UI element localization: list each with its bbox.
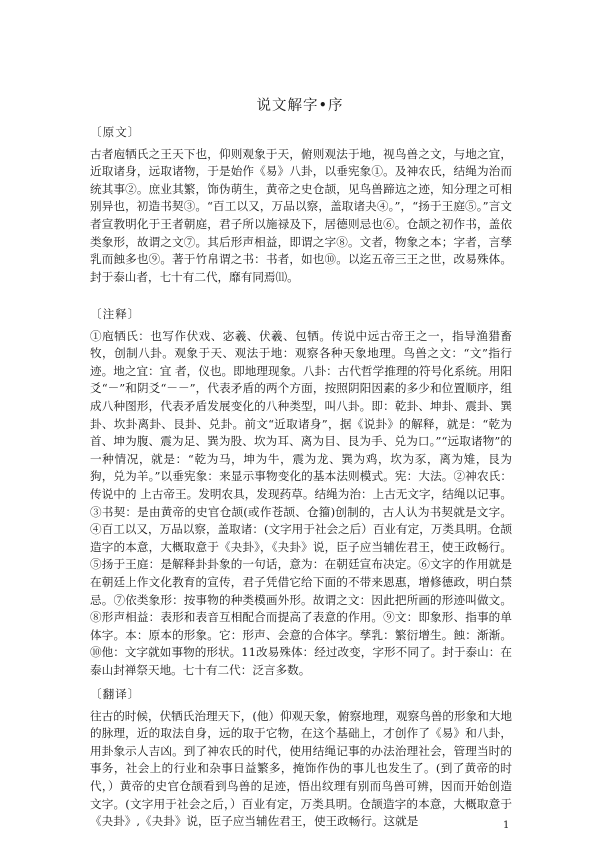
page-number: 1 [503, 820, 510, 831]
original-text-heading: 〔原文〕 [90, 125, 141, 139]
document-title: 说文解字•序 [256, 98, 344, 114]
notes-section [90, 306, 512, 679]
original-text-section [90, 124, 512, 286]
translation-section [90, 686, 512, 831]
translation-heading: 〔翻译〕 [90, 687, 141, 701]
translation-body: 往古的时候，伏牺氏治理天下，(他）仰观天象，俯察地理，观察鸟兽的形象和大地的脉理，近的取法自身，远的取于它物，在这个基础上，才创作了《易》和八卦，用卦象示人吉凶。到了神农氏的时代，使用结绳记事的办法治理社会，管理当时的事务，社会上的行业和杂事日益繁多，掩饰作伪的事儿也发生了。(到了黄帝的时代，）黄帝的史官仓颉看到鸟兽的足迹，悟出纹理有别而鸟兽可辨，因而开始创造文字。(文字用于社会之后，）百业有定，万类具明。仓颉造字的本意，大概取意于《夬卦》,《夬卦》说，臣子应当辅佐君王，使王政畅行。这就是 [90, 708, 512, 829]
original-text-body: 古者庖牺氏之王天下也，仰则观象于天，俯则观法于地，视鸟兽之文，与地之宜，近取诸身，远取诸物，于是始作《易》八卦，以垂宪象①。及神农氏，结绳为治而统其事②。庶业其繁，饰伪萌生，黄帝之史仓颉，见鸟兽蹄迒之迹，知分理之可相别异也，初造书契③。“百工以又，万品以察，盖取诸夬④。”，“扬于王庭⑤。”言文者宣教明化于王者朝庭，君子所以施禄及下，居德则忌也⑥。仓颉之初作书，盖依类象形，故谓之文⑦。其后形声相益，即谓之字⑧。文者，物象之本；字者，言孳乳而蝕多也⑨。著于竹帛谓之书：书者，如也⑩。以迄五帝三王之世，改易殊体。封于泰山者，七十有二代，靡有同焉⑾。 [90, 146, 512, 284]
notes-body: ①庖牺氏：也写作伏戏、宓羲、伏羲、包牺。传说中远古帝王之一，指导渔猎畜牧，创制八卦。观象于天、观法于地：观察各种天象地理。鸟兽之文：“文”指行迹。地之宜：宜 者，仪也。即地理现象。八卦：古代哲学推理的符号化系统。用阳爻“－”和阴爻“－－”，代表矛盾的两个方面，按照阴阳因素的多少和位置顺序，组成八种图形，代表矛盾发展变化的八种类型，叫八卦。即：乾卦、坤卦、震卦、巽卦、坎卦离卦、艮卦、兑卦。前文“近取诸身”，据《说卦》的解释，就是：“乾为首、坤为腹、震为足、巽为股、坎为耳、离为目、艮为手、兑为口。”“远取诸物”的一种情况，就是：“乾为马，坤为牛，震为龙、巽为鸡，坎为豕，离为雉，艮为狗，兑为羊。”以垂宪象：来显示事物变化的基本法则模式。宪：大法。②神农氏：传说中的 上古帝王。发明农具，发现药草。结绳为治：上古无文字，结绳以记事。③书契：是由黄帝的史官仓颉(或作苍颉、仓籀)创制的，古人认为书契就是文字。④百工以又，万品以察，盖取诸：(文字用于社会之后）百业有定，万类具明。仓颉造字的本意，大概取意于《夬卦》，《夬卦》说，臣子应当辅佐君王，使王政畅行。⑤扬于王庭：是解释卦卦象的一句话，意为：在朝廷宣布决定。⑥文字的作用就是在朝廷上作文化教育的宣传，君子凭借它给下面的不带来恩惠，增修德政，明白禁忌。⑦依类象形：按事物的种类模画外形。故谓之文：因此把所画的形迹叫做文。⑧形声相益：表形和表音互相配合而提高了表意的作用。⑨文：即象形、指事的单体字。本：原本的形象。它：形声、会意的合体字。孳乳：繁衍增生。蝕：渐渐。⑩他：文字就如事物的形状。11改易殊体：经过改变，字形不同了。封于泰山：在泰山封禅祭天地。七十有二代：泛言多数。 [90, 328, 512, 677]
notes-heading: 〔注释〕 [90, 307, 141, 321]
